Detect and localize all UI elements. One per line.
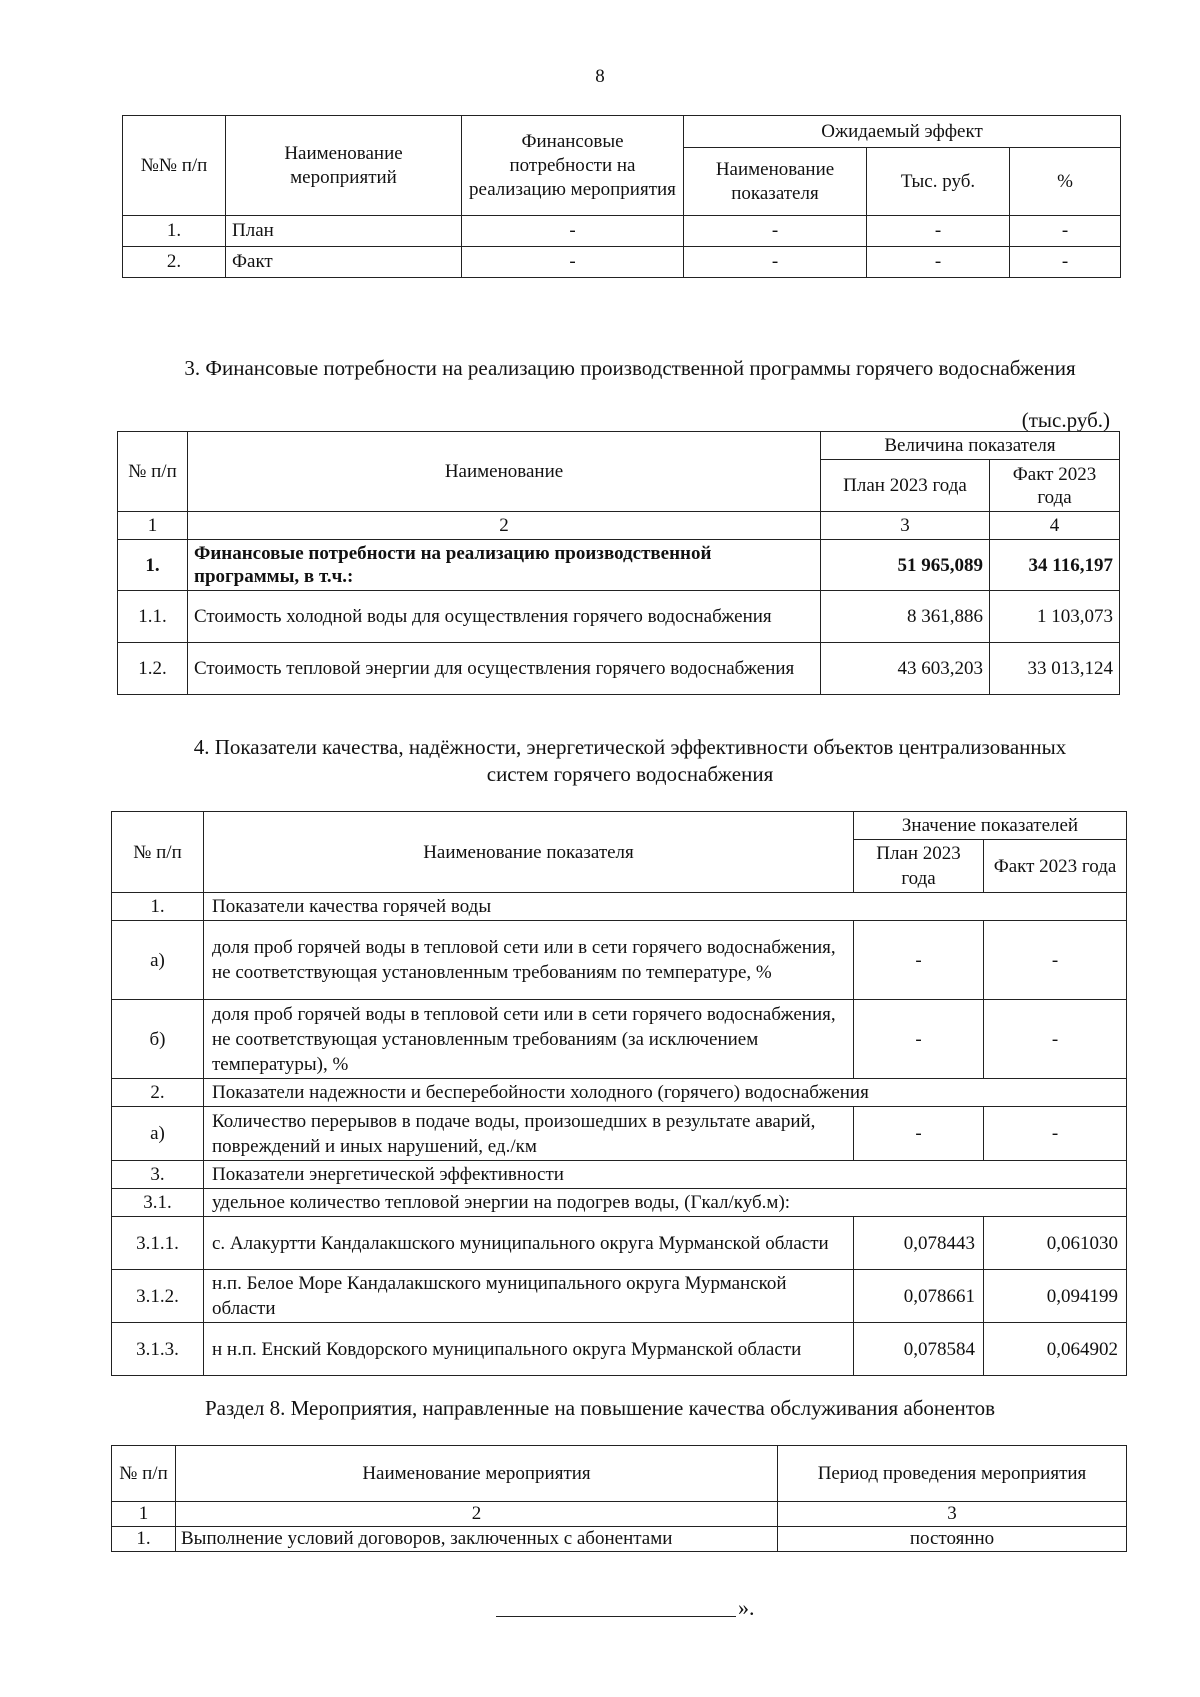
table-row: 1. Выполнение условий договоров, заключенных с абонентами постоянно <box>112 1527 1127 1552</box>
table-row: а) Количество перерывов в подаче воды, произошедших в результате аварий, повреждений и иных нарушений, ед./км - - <box>112 1107 1127 1161</box>
closing-quote: ». <box>738 1595 755 1620</box>
section3-unit: (тыс.руб.) <box>1021 408 1110 432</box>
header-plan: План 2023 года <box>821 460 990 512</box>
table-row: 3. Показатели энергетической эффективности <box>112 1161 1127 1189</box>
header-value: Значение показателей <box>854 812 1127 840</box>
header-effect: Ожидаемый эффект <box>684 116 1121 148</box>
header-num: № п/п <box>112 1446 176 1502</box>
header-num: № п/п <box>112 812 204 893</box>
header-fact: Факт 2023 года <box>984 840 1127 893</box>
header-plan: План 2023 года <box>854 840 984 893</box>
table-row: 1. Финансовые потребности на реализацию производственной программы, в т.ч.: 51 965,089 34 116,197 <box>118 540 1120 591</box>
header-indicator: Наименование показателя <box>684 148 867 216</box>
header-thousand-rub: Тыс. руб. <box>867 148 1010 216</box>
header-num: № п/п <box>118 432 188 512</box>
quality-indicators-table <box>111 811 1127 1376</box>
column-numbers-row: 1 2 3 <box>112 1502 1127 1527</box>
table-row: 2. Показатели надежности и бесперебойности холодного (горячего) водоснабжения <box>112 1079 1127 1107</box>
header-name: Наименование мероприятия <box>176 1446 778 1502</box>
table-row: 1. План - - - - <box>123 216 1121 247</box>
table-row: а) доля проб горячей воды в тепловой сети или в сети горячего водоснабжения, не соответствующая установленным требованиям по температуре, % - - <box>112 921 1127 1000</box>
header-name: Наименование <box>188 432 821 512</box>
table-row: 1.1. Стоимость холодной воды для осуществления горячего водоснабжения 8 361,886 1 103,073 <box>118 591 1120 643</box>
header-name: Наименование показателя <box>204 812 854 893</box>
table-row: 3.1.3. н н.п. Енский Ковдорского муниципального округа Мурманской области 0,078584 0,064902 <box>112 1323 1127 1376</box>
measures-table <box>122 115 1121 278</box>
header-num: №№ п/п <box>123 116 226 216</box>
table-row: 1. Показатели качества горячей воды <box>112 893 1127 921</box>
signature-line <box>496 1616 736 1617</box>
header-name: Наименование мероприятий <box>226 116 462 216</box>
header-finance: Финансовые потребности на реализацию мероприятия <box>462 116 684 216</box>
section3-title: 3. Финансовые потребности на реализацию производственной программы горячего водоснабжения <box>184 356 1076 380</box>
header-period: Период проведения мероприятия <box>778 1446 1127 1502</box>
table-row: 3.1.1. с. Алакуртти Кандалакшского муниципального округа Мурманской области 0,078443 0,061030 <box>112 1217 1127 1270</box>
table-row: 3.1.2. н.п. Белое Море Кандалакшского муниципального округа Мурманской области 0,078661 0,094199 <box>112 1270 1127 1323</box>
header-value: Величина показателя <box>821 432 1120 460</box>
table-row: б) доля проб горячей воды в тепловой сети или в сети горячего водоснабжения, не соответствующая установленным требованиям (за исключением температуры), % - - <box>112 1000 1127 1079</box>
table-row: 2. Факт - - - - <box>123 247 1121 278</box>
financial-needs-table <box>117 431 1120 695</box>
table-row: 3.1. удельное количество тепловой энергии на подогрев воды, (Гкал/куб.м): <box>112 1189 1127 1217</box>
table-row: 1.2. Стоимость тепловой энергии для осуществления горячего водоснабжения 43 603,203 33 013,124 <box>118 643 1120 695</box>
header-percent: % <box>1010 148 1121 216</box>
header-fact: Факт 2023 года <box>990 460 1120 512</box>
page-number: 8 <box>595 66 605 87</box>
column-numbers-row: 1 2 3 4 <box>118 512 1120 540</box>
section8-title: Раздел 8. Мероприятия, направленные на повышение качества обслуживания абонентов <box>204 1396 996 1420</box>
section4-title: 4. Показатели качества, надёжности, энергетической эффективности объектов централизованных систем горячего водоснабжения <box>193 735 1067 786</box>
customer-service-table <box>111 1445 1127 1552</box>
